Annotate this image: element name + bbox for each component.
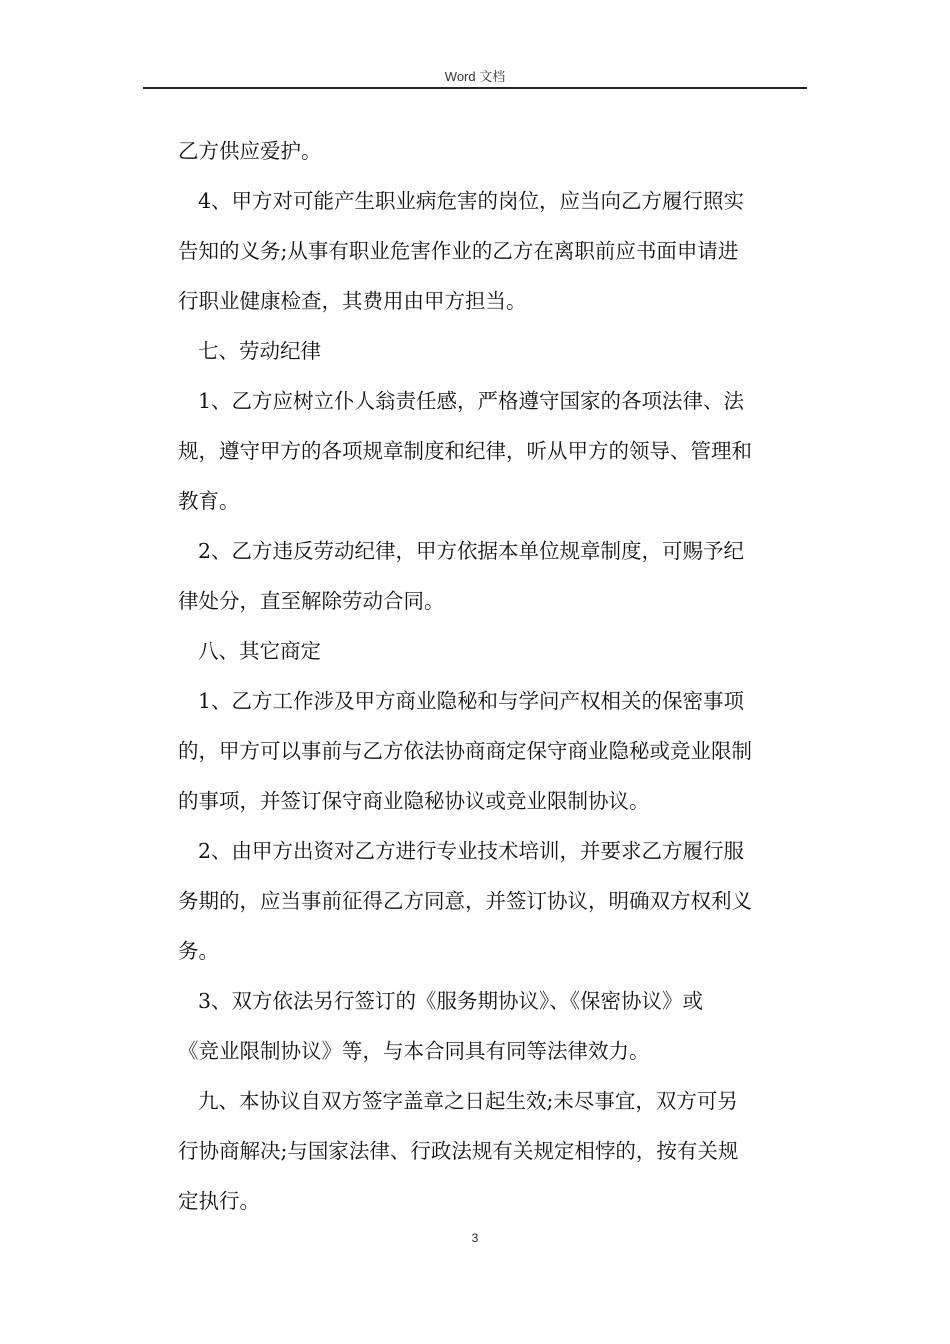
body-line: 行协商解决;与国家法律、行政法规有关规定相悖的，按有关规 <box>178 1139 739 1163</box>
body-line: 务期的，应当事前征得乙方同意，并签订协议，明确双方权利义 <box>178 889 752 913</box>
section-heading: 九、本协议自双方签字盖章之日起生效;未尽事宜，双方可另 <box>198 1089 738 1113</box>
body-line: 的，甲方可以事前与乙方依法协商商定保守商业隐秘或竞业限制 <box>178 739 752 763</box>
section-heading: 八、其它商定 <box>198 639 321 663</box>
body-line: 《竞业限制协议》等，与本合同具有同等法律效力。 <box>178 1039 650 1063</box>
body-line: 律处分，直至解除劳动合同。 <box>178 589 445 613</box>
body-line: 务。 <box>178 939 219 963</box>
section-heading: 七、劳动纪律 <box>198 339 321 363</box>
body-line: 教育。 <box>178 489 240 513</box>
document-body <box>178 126 808 1226</box>
body-line: 2、乙方违反劳动纪律，甲方依据本单位规章制度，可赐予纪 <box>198 539 745 563</box>
page-number: 3 <box>471 1231 479 1245</box>
body-line: 1、乙方应树立仆人翁责任感，严格遵守国家的各项法律、法 <box>198 389 745 413</box>
body-line: 4、甲方对可能产生职业病危害的岗位，应当向乙方履行照实 <box>198 189 745 213</box>
body-line: 3、双方依法另行签订的《服务期协议》、《保密协议》或 <box>198 989 704 1013</box>
page-header: Word 文档 <box>444 69 506 84</box>
body-line: 告知的义务;从事有职业危害作业的乙方在离职前应书面申请进 <box>178 239 739 263</box>
body-line: 1、乙方工作涉及甲方商业隐秘和与学问产权相关的保密事项 <box>198 689 745 713</box>
body-line: 行职业健康检查，其费用由甲方担当。 <box>178 289 527 313</box>
body-line: 乙方供应爱护。 <box>178 139 322 163</box>
body-line: 的事项，并签订保守商业隐秘协议或竞业限制协议。 <box>178 789 650 813</box>
body-line: 2、由甲方出资对乙方进行专业技术培训，并要求乙方履行服 <box>198 839 745 863</box>
body-line: 定执行。 <box>178 1189 260 1213</box>
header-divider <box>143 87 807 89</box>
body-line: 规，遵守甲方的各项规章制度和纪律，听从甲方的领导、管理和 <box>178 439 752 463</box>
